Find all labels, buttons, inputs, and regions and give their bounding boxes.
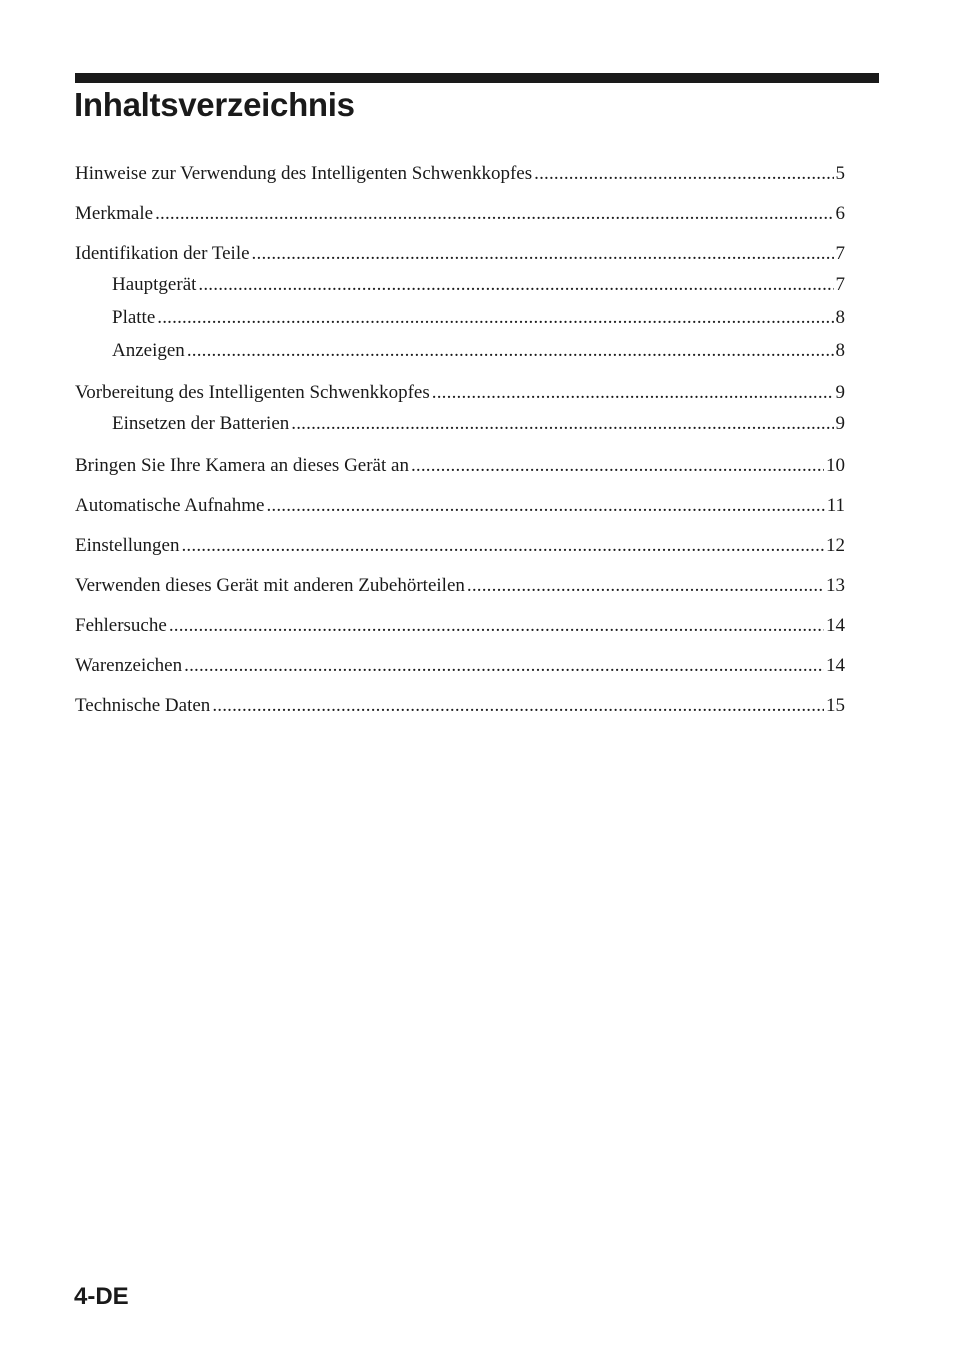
toc-entry-page: 12 <box>826 535 845 556</box>
toc-subentry[interactable] <box>75 268 845 301</box>
toc-subentry-page: 7 <box>835 274 845 295</box>
toc-entry-page: 9 <box>835 382 845 403</box>
toc-entry[interactable] <box>75 160 845 188</box>
toc-subentry-page: 8 <box>835 307 845 328</box>
toc-leader-dots <box>411 452 824 480</box>
toc-leader-dots <box>198 268 833 301</box>
toc-entry-label: Einstellungen <box>75 535 180 556</box>
toc-entry-page: 13 <box>826 575 845 596</box>
toc-entry[interactable] <box>75 492 845 520</box>
toc-leader-dots <box>212 692 824 720</box>
toc-leader-dots <box>169 612 824 640</box>
toc-leader-dots <box>252 240 834 268</box>
toc-subentry-label: Anzeigen <box>112 340 185 361</box>
toc-entry-label: Fehlersuche <box>75 615 167 636</box>
toc-entry[interactable] <box>75 612 845 640</box>
toc-entry-label: Vorbereitung des Intelligenten Schwenkkopfes <box>75 382 430 403</box>
toc-entry[interactable] <box>75 452 845 480</box>
toc-leader-dots <box>157 301 833 334</box>
toc-subentry-page: 8 <box>835 340 845 361</box>
page-number: 4-DE <box>74 1283 129 1310</box>
toc-leader-dots <box>155 200 833 228</box>
toc-entry-page: 15 <box>826 695 845 716</box>
toc-subentry[interactable] <box>75 407 845 440</box>
toc-subentry[interactable] <box>75 334 845 367</box>
toc-entry[interactable] <box>75 652 845 680</box>
toc-entry-page: 7 <box>835 243 845 264</box>
toc-entry-page: 14 <box>826 615 845 636</box>
toc-leader-dots <box>181 532 824 560</box>
toc-entry-page: 11 <box>826 495 845 516</box>
toc-entry-label: Identifikation der Teile <box>75 243 250 264</box>
toc-subentry-label: Hauptgerät <box>112 274 197 295</box>
toc-leader-dots <box>467 572 824 600</box>
toc-entry-label: Technische Daten <box>75 695 211 716</box>
toc-entry-label: Hinweise zur Verwendung des Intelligenten Schwenkkopfes <box>75 163 533 184</box>
toc-subentry-label: Einsetzen der Batterien <box>112 413 290 434</box>
toc-subentry[interactable] <box>75 301 845 334</box>
toc-leader-dots <box>291 407 833 440</box>
toc-entry-page: 14 <box>826 655 845 676</box>
toc-entry-label: Merkmale <box>75 203 154 224</box>
toc-leader-dots <box>266 492 824 520</box>
toc-entry[interactable] <box>75 532 845 560</box>
toc-entry-page: 5 <box>835 163 845 184</box>
toc-entry-page: 10 <box>826 455 845 476</box>
toc-subentry-label: Platte <box>112 307 156 328</box>
toc-entry[interactable] <box>75 572 845 600</box>
toc-leader-dots <box>534 160 833 188</box>
toc-entry[interactable] <box>75 240 845 268</box>
title-rule <box>75 73 879 83</box>
toc-entry-label: Automatische Aufnahme <box>75 495 265 516</box>
toc-entry-label: Warenzeichen <box>75 655 183 676</box>
toc-entry-label: Bringen Sie Ihre Kamera an dieses Gerät an <box>75 455 409 476</box>
toc-entry[interactable] <box>75 692 845 720</box>
toc-entry[interactable] <box>75 379 845 407</box>
toc-leader-dots <box>432 379 834 407</box>
toc-subentry-page: 9 <box>835 413 845 434</box>
toc-entry[interactable] <box>75 200 845 228</box>
toc-leader-dots <box>187 334 834 367</box>
page-title: Inhaltsverzeichnis <box>74 86 355 123</box>
toc-leader-dots <box>184 652 824 680</box>
toc-entry-label: Verwenden dieses Gerät mit anderen Zubehörteilen <box>75 575 465 596</box>
table-of-contents <box>75 160 845 720</box>
toc-entry-page: 6 <box>835 203 845 224</box>
